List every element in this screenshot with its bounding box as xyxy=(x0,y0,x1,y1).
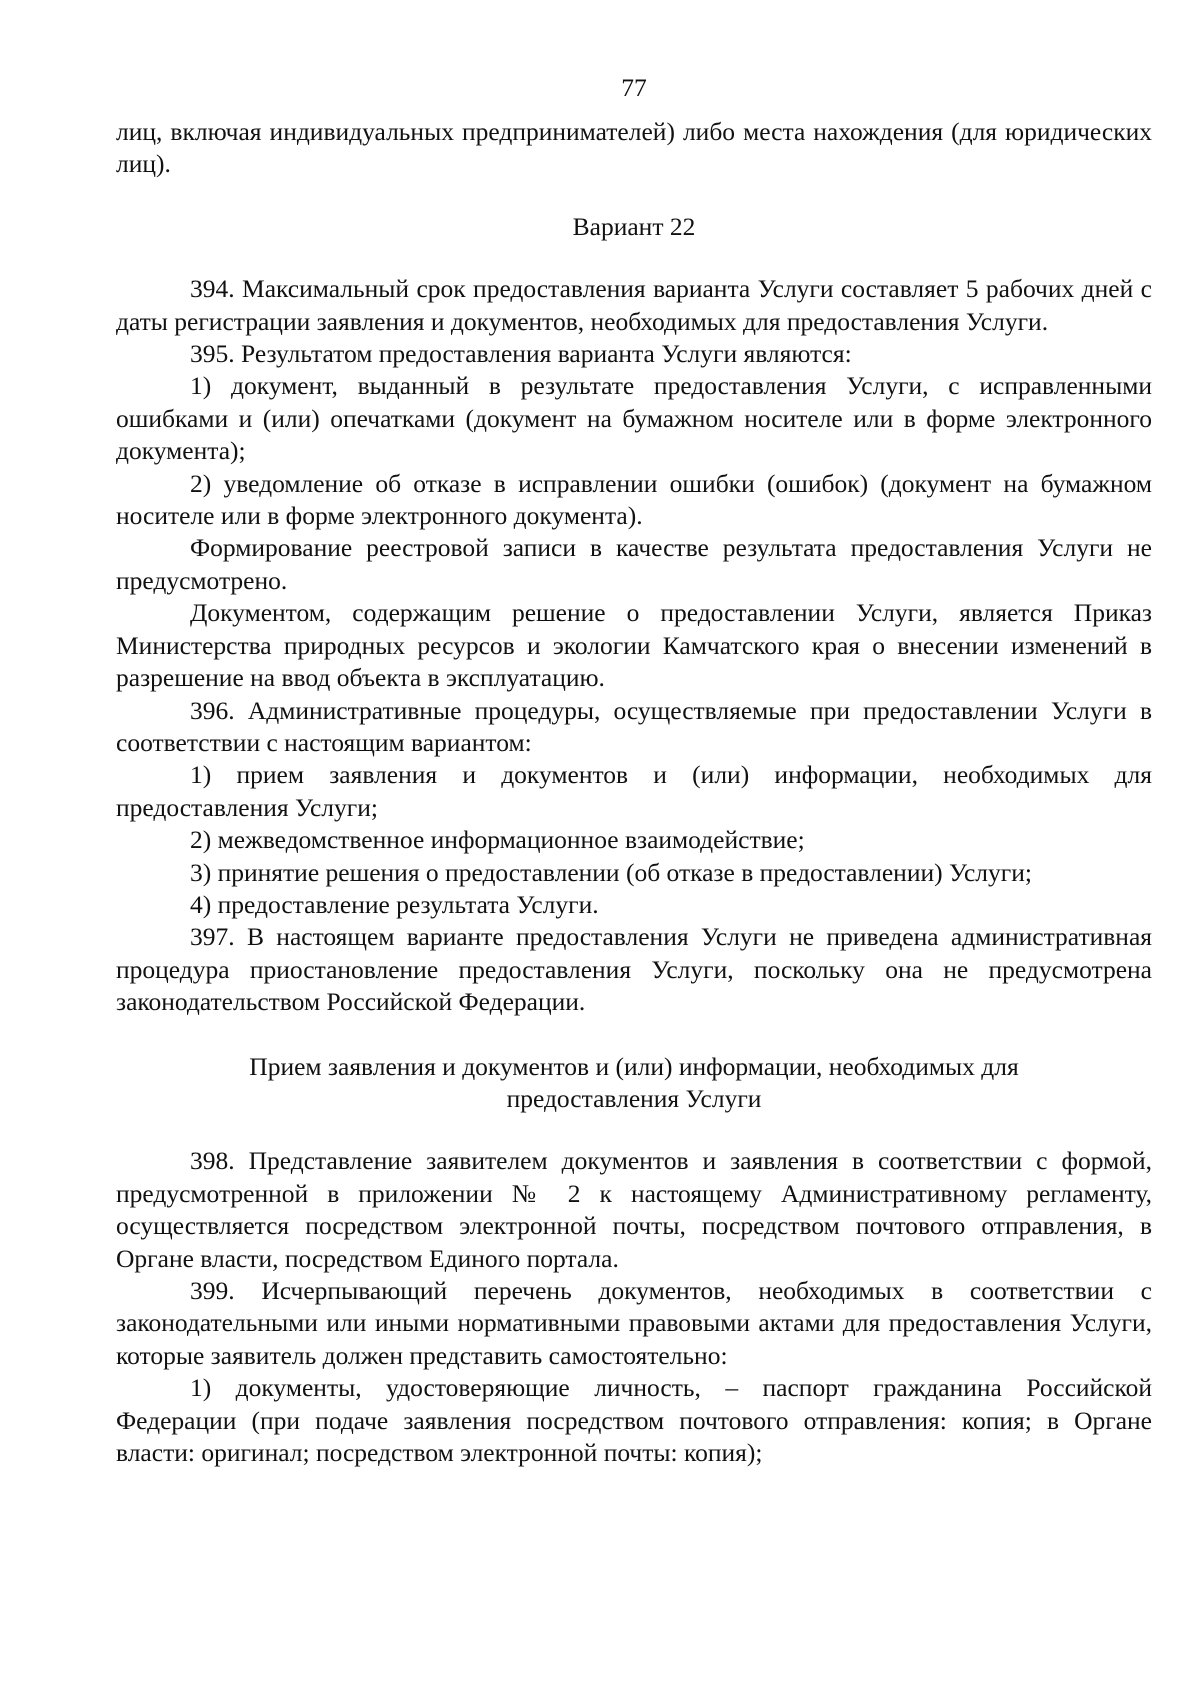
paragraph-decision-document: Документом, содержащим решение о предоставлении Услуги, является Приказ Министерства природных ресурсов и экологии Камчатского края о внесении изменений в разрешение на ввод объекта в эксплуатацию. xyxy=(116,598,1152,693)
paragraph-395-item-2: 2) уведомление об отказе в исправлении ошибки (ошибок) (документ на бумажном носителе или в форме электронного документа). xyxy=(116,468,1152,531)
paragraph-398: 398. Представление заявителем документов и заявления в соответствии с формой, предусмотренной в приложении № 2 к настоящему Административному регламенту, осуществляется посредством электронной почты, посредством почтового отправления, в Органе власти, посредством Единого портала. xyxy=(116,1146,1152,1273)
paragraph-396-item-1: 1) прием заявления и документов и (или) информации, необходимых для предоставления Услуги; xyxy=(116,760,1152,822)
paragraph-396-item-2: 2) межведомственное информационное взаимодействие; xyxy=(190,825,805,855)
page-number: 77 xyxy=(621,73,647,102)
paragraph-399-item-1: 1) документы, удостоверяющие личность, – паспорт гражданина Российской Федерации (при подаче заявления посредством почтового отправления: копия; в Органе власти: оригинал; посредством электронной почты: копия); xyxy=(116,1373,1152,1468)
paragraph-396: 396. Административные процедуры, осуществляемые при предоставлении Услуги в соответствии с настоящим вариантом: xyxy=(116,695,1152,757)
document-page xyxy=(116,72,1152,1469)
paragraph-396-item-3: 3) принятие решения о предоставлении (об отказе в предоставлении) Услуги; xyxy=(190,857,1032,887)
paragraph-394: 394. Максимальный срок предоставления варианта Услуги составляет 5 рабочих дней с даты регистрации заявления и документов, необходимых для предоставления Услуги. xyxy=(116,274,1152,336)
variant-heading: Вариант 22 xyxy=(572,211,696,241)
paragraph-395-item-1: 1) документ, выданный в результате предоставления Услуги, с исправленными ошибками и (или) опечатками (документ на бумажном носителе или в форме электронного документа); xyxy=(116,371,1152,466)
paragraph-registry-record: Формирование реестровой записи в качестве результата предоставления Услуги не предусмотрено. xyxy=(116,533,1152,595)
paragraph-399: 399. Исчерпывающий перечень документов, необходимых в соответствии с законодательными или иными нормативными правовыми актами для предоставления Услуги, которые заявитель должен представить самостоятельно: xyxy=(116,1276,1152,1370)
paragraph-395: 395. Результатом предоставления варианта Услуги являются: xyxy=(190,339,852,369)
intro-continuation: лиц, включая индивидуальных предпринимателей) либо места нахождения (для юридических лиц). xyxy=(116,117,1152,179)
paragraph-396-item-4: 4) предоставление результата Услуги. xyxy=(190,889,599,919)
section-heading: Прием заявления и документов и (или) информации, необходимых для предоставления Услуги xyxy=(249,1051,1019,1113)
paragraph-397: 397. В настоящем варианте предоставления Услуги не приведена административная процедура приостановление предоставления Услуги, поскольку она не предусмотрена законодательством Российской Федерации. xyxy=(116,922,1152,1017)
